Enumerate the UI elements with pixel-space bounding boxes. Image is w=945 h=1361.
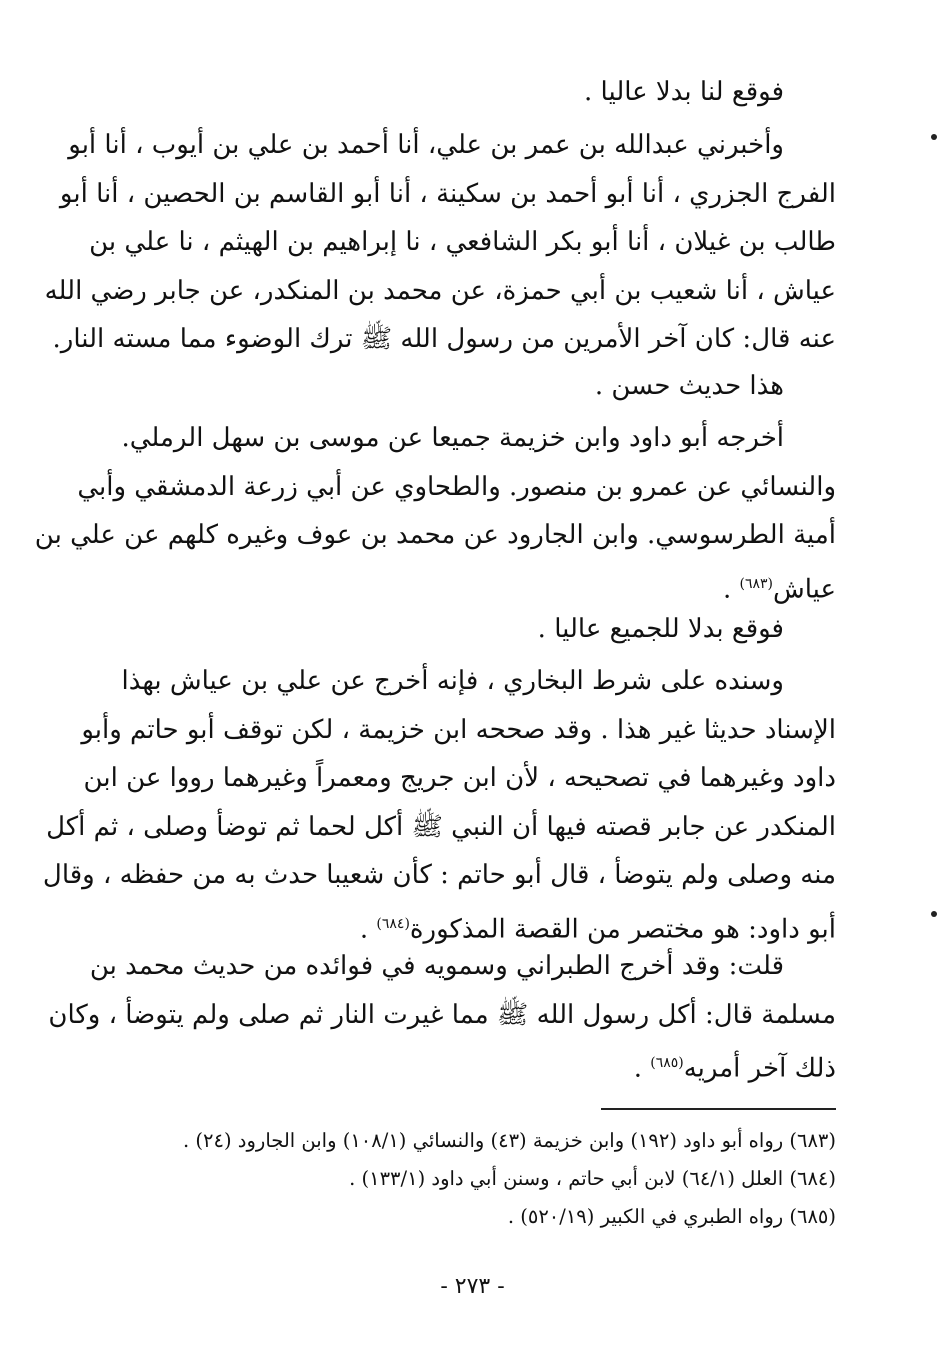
footnote-ref: (٦٨٣) (739, 575, 773, 592)
footnote: (٦٨٣) رواه أبو داود (١٩٢) وابن خزيمة (٤٣) والنسائي (١٠٨/١) وابن الجارود (٢٤) . (183, 1129, 836, 1152)
line-end: . (633, 1053, 651, 1084)
paragraph (118, 605, 836, 654)
paragraph (118, 362, 836, 411)
text-line: أمية الطرسوسي. وابن الجارود عن محمد بن عوف وغيره كلهم عن علي بن (34, 520, 836, 550)
footnote-divider (601, 1108, 836, 1110)
footnote-ref: (٦٨٤) (376, 915, 410, 932)
paragraph (34, 414, 836, 614)
line-end: . (722, 574, 740, 605)
footnote-ref: (٦٨٥) (650, 1055, 684, 1071)
text-line: الإسناد حديثا غير هذا . وقد صححه ابن خزيمة ، لكن توقف أبو حاتم وأبو (81, 714, 836, 745)
page-number: - ٢٧٣ - (440, 1274, 505, 1299)
text-line: منه وصلى ولم يتوضأ ، قال أبو حاتم : كأن شعيبا حدث به من حفظه ، وقال (42, 860, 836, 890)
text-line: عياش ، أنا شعيب بن أبي حمزة، عن محمد بن المنكدر، عن جابر رضي الله (44, 275, 836, 306)
line-end: . (359, 914, 377, 945)
margin-dot (931, 911, 937, 917)
text-line: مسلمة قال: أكل رسول الله ﷺ مما غيرت النار ثم صلى ولم يتوضأ ، وكان (48, 999, 836, 1030)
text-line: الفرج الجزري ، أنا أبو أحمد بن سكينة ، أنا أبو القاسم بن الحصين ، أنا أبو (59, 178, 836, 209)
text-line: المنكدر عن جابر قصته فيها أن النبي ﷺ أكل لحما ثم توضأ وصلى ، ثم أكل (46, 811, 836, 842)
text-line: عنه قال: كان آخر الأمرين من رسول الله ﷺ ترك الوضوء مما مسته النار. (52, 324, 836, 354)
text-line: والنسائي عن عمرو بن منصور. والطحاوي عن أبي زرعة الدمشقي وأبي (77, 471, 836, 502)
text-line: وسنده على شرط البخاري ، فإنه أخرج عن علي بن عياش بهذا (121, 666, 784, 696)
text-line: وأخبرني عبدالله بن عمر بن علي، أنا أحمد بن علي بن أيوب ، أنا أبو (68, 130, 784, 160)
paragraph (118, 68, 836, 117)
paragraph (42, 657, 836, 954)
footnotes (118, 1122, 836, 1236)
line-text: ذلك آخر أمريه (683, 1053, 836, 1084)
footnote: (٦٨٤) العلل (٦٤/١) لابن أبي حاتم ، وسنن أبي داود (١٣٣/١) . (349, 1167, 836, 1190)
line-text: أبو داود: هو مختصر من القصة المذكورة (409, 914, 836, 945)
text-line: فوقع بدلا للجميع عاليا . (537, 614, 784, 644)
footnote: (٦٨٥) رواه الطبري في الكبير (٥٢٠/١٩) . (507, 1205, 836, 1228)
text-line: فوقع لنا بدلا عاليا . (584, 77, 784, 107)
paragraph (48, 942, 836, 1093)
text-line: طالب بن غيلان ، أنا أبو بكر الشافعي ، نا إبراهيم بن الهيثم ، نا علي بن (89, 227, 836, 257)
line-text: عياش (772, 574, 836, 605)
text-line: هذا حديث حسن . (594, 371, 784, 401)
margin-dot (931, 134, 937, 140)
text-line (118, 1039, 836, 1093)
text-line: قلت: وقد أخرج الطبراني وسمويه في فوائده من حديث محمد بن (89, 951, 784, 981)
text-line: داود وغيرهما في تصحيحه ، لأن ابن جريج ومعمراً وغيرهما رووا عن ابن (83, 763, 836, 793)
paragraph (44, 121, 836, 364)
text-line: أخرجه أبو داود وابن خزيمة جميعا عن موسى بن سهل الرملي. (121, 423, 784, 453)
